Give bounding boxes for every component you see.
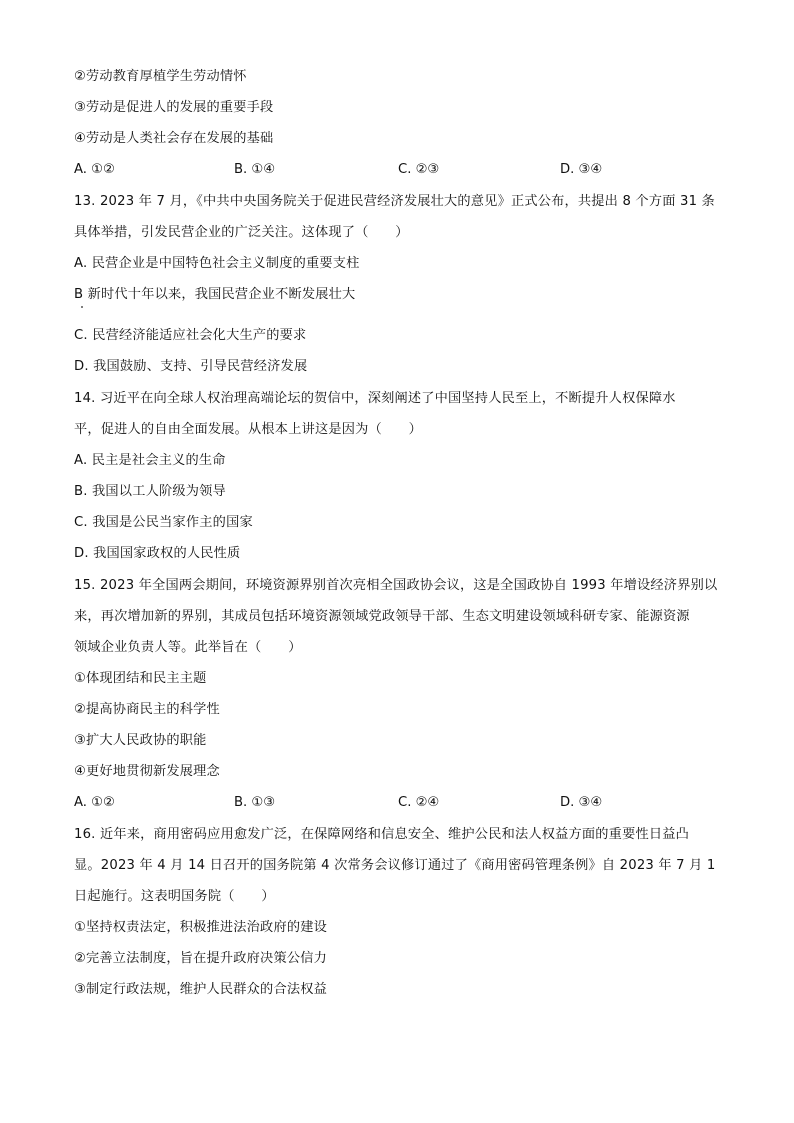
q13-option-c[interactable]: C. 民营经济能适应社会化大生产的要求 [74, 328, 307, 343]
q12-item-3: ③劳动是促进人的发展的重要手段 [74, 100, 274, 115]
q14-option-d[interactable]: D. 我国国家政权的人民性质 [74, 546, 241, 561]
q14-stem-line-2: 平，促进人的自由全面发展。从根本上讲这是因为（ ） [74, 422, 423, 437]
q13-stem-line-2: 具体举措，引发民营企业的广泛关注。这体现了（ ） [74, 225, 409, 240]
q15-item-1: ①体现团结和民主主题 [74, 671, 207, 686]
q14-option-a[interactable]: A. 民主是社会主义的生命 [74, 453, 226, 468]
q12-options [74, 160, 734, 180]
q15-option-c[interactable]: C. ②④ [398, 795, 440, 810]
q12-option-b[interactable]: B. ①④ [234, 162, 276, 177]
q15-item-3: ③扩大人民政协的职能 [74, 733, 207, 748]
q15-item-2: ②提高协商民主的科学性 [74, 702, 220, 717]
q12-item-4: ④劳动是人类社会存在发展的基础 [74, 131, 274, 146]
stray-dot [81, 306, 83, 308]
q15-option-d[interactable]: D. ③④ [560, 795, 603, 810]
q15-stem-line-1: 15. 2023 年全国两会期间，环境资源界别首次亮相全国政协会议，这是全国政协自 1993 年增设经济界别以 [74, 578, 718, 593]
q12-option-c[interactable]: C. ②③ [398, 162, 440, 177]
q12-item-2: ②劳动教育厚植学生劳动情怀 [74, 69, 247, 84]
q13-option-b[interactable]: B 新时代十年以来，我国民营企业不断发展壮大 [74, 287, 356, 302]
q14-option-c[interactable]: C. 我国是公民当家作主的国家 [74, 515, 253, 530]
q16-item-3: ③制定行政法规，维护人民群众的合法权益 [74, 982, 327, 997]
q16-item-2: ②完善立法制度，旨在提升政府决策公信力 [74, 951, 327, 966]
q12-option-d[interactable]: D. ③④ [560, 162, 603, 177]
q15-option-a[interactable]: A. ①② [74, 795, 115, 810]
q14-option-b[interactable]: B. 我国以工人阶级为领导 [74, 484, 226, 499]
q16-stem-line-2: 显。2023 年 4 月 14 日召开的国务院第 4 次常务会议修订通过了《商用密码管理条例》自 2023 年 7 月 1 [74, 858, 716, 873]
q16-stem-line-3: 日起施行。这表明国务院（ ） [74, 889, 275, 904]
q15-stem-line-3: 领域企业负责人等。此举旨在（ ） [74, 640, 302, 655]
q13-option-a[interactable]: A. 民营企业是中国特色社会主义制度的重要支柱 [74, 256, 360, 271]
q15-item-4: ④更好地贯彻新发展理念 [74, 764, 220, 779]
q13-option-d[interactable]: D. 我国鼓励、支持、引导民营经济发展 [74, 359, 308, 374]
q12-option-a[interactable]: A. ①② [74, 162, 115, 177]
q13-stem-line-1: 13. 2023 年 7 月，《中共中央国务院关于促进民营经济发展壮大的意见》正式公布，共提出 8 个方面 31 条 [74, 194, 715, 209]
q15-option-b[interactable]: B. ①③ [234, 795, 276, 810]
q16-item-1: ①坚持权责法定，积极推进法治政府的建设 [74, 920, 327, 935]
q16-stem-line-1: 16. 近年来，商用密码应用愈发广泛，在保障网络和信息安全、维护公民和法人权益方面的重要性日益凸 [74, 827, 690, 842]
q15-options [74, 793, 734, 813]
q14-stem-line-1: 14. 习近平在向全球人权治理高端论坛的贺信中，深刻阐述了中国坚持人民至上，不断提升人权保障水 [74, 391, 676, 406]
q15-stem-line-2: 来，再次增加新的界别，其成员包括环境资源领域党政领导干部、生态文明建设领域科研专家、能源资源 [74, 609, 690, 624]
